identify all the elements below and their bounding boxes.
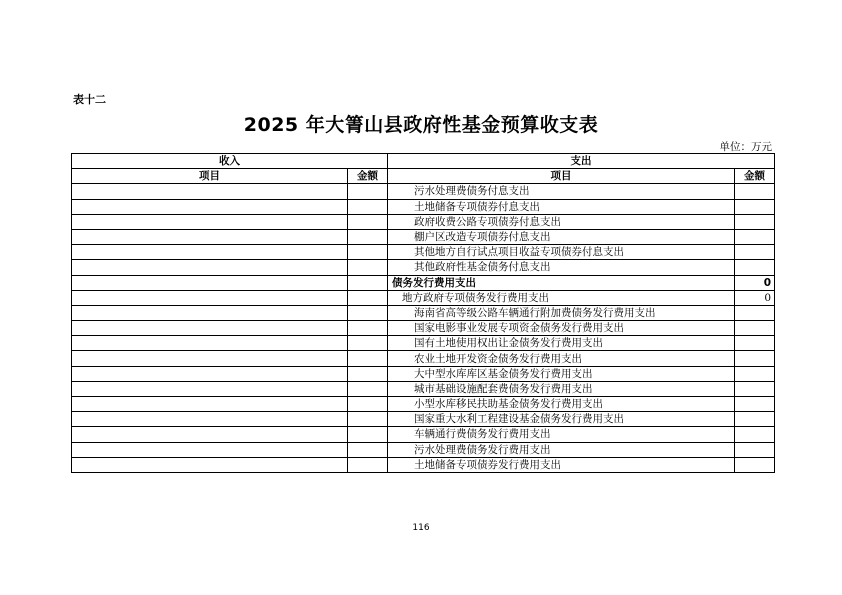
unit-label: 单位：万元 bbox=[719, 141, 772, 153]
table-row bbox=[72, 260, 775, 275]
table-row bbox=[72, 457, 775, 472]
income-item-cell bbox=[72, 381, 348, 396]
income-item-cell bbox=[72, 412, 348, 427]
income-item-cell bbox=[72, 305, 348, 320]
expenditure-group-header: 支出 bbox=[388, 154, 775, 169]
expenditure-item-cell: 小型水库移民扶助基金债务发行费用支出 bbox=[388, 397, 735, 412]
income-item-cell bbox=[72, 214, 348, 229]
expenditure-item-cell: 污水处理费债务发行费用支出 bbox=[388, 442, 735, 457]
expenditure-item-cell: 国家重大水利工程建设基金债务发行费用支出 bbox=[388, 412, 735, 427]
income-item-cell bbox=[72, 184, 348, 199]
table-row bbox=[72, 427, 775, 442]
income-amount-cell bbox=[348, 260, 388, 275]
table-row bbox=[72, 184, 775, 199]
income-amount-cell bbox=[348, 245, 388, 260]
expenditure-amount-header: 金额 bbox=[735, 169, 775, 184]
income-item-cell bbox=[72, 457, 348, 472]
expenditure-amount-cell: 0 bbox=[735, 275, 775, 290]
expenditure-item-cell: 地方政府专项债务发行费用支出 bbox=[388, 290, 735, 305]
expenditure-item-cell: 海南省高等级公路车辆通行附加费债务发行费用支出 bbox=[388, 305, 735, 320]
income-item-cell bbox=[72, 336, 348, 351]
income-amount-cell bbox=[348, 427, 388, 442]
expenditure-amount-cell bbox=[735, 199, 775, 214]
expenditure-amount-cell bbox=[735, 427, 775, 442]
expenditure-amount-cell bbox=[735, 184, 775, 199]
expenditure-item-cell: 国家电影事业发展专项资金债务发行费用支出 bbox=[388, 321, 735, 336]
income-amount-cell bbox=[348, 305, 388, 320]
expenditure-amount-cell bbox=[735, 214, 775, 229]
income-amount-cell bbox=[348, 229, 388, 244]
expenditure-item-cell: 国有土地使用权出让金债务发行费用支出 bbox=[388, 336, 735, 351]
expenditure-amount-cell bbox=[735, 457, 775, 472]
table-row bbox=[72, 381, 775, 396]
expenditure-amount-cell bbox=[735, 397, 775, 412]
income-amount-cell bbox=[348, 290, 388, 305]
income-amount-cell bbox=[348, 321, 388, 336]
income-item-cell bbox=[72, 366, 348, 381]
expenditure-amount-cell bbox=[735, 442, 775, 457]
expenditure-amount-cell bbox=[735, 366, 775, 381]
expenditure-item-cell: 其他政府性基金债务付息支出 bbox=[388, 260, 735, 275]
income-amount-cell bbox=[348, 397, 388, 412]
expenditure-amount-cell bbox=[735, 260, 775, 275]
table-row bbox=[72, 336, 775, 351]
income-amount-cell bbox=[348, 442, 388, 457]
table-row bbox=[72, 229, 775, 244]
table-row bbox=[72, 245, 775, 260]
expenditure-item-cell: 土地储备专项债券付息支出 bbox=[388, 199, 735, 214]
expenditure-item-cell: 土地储备专项债券发行费用支出 bbox=[388, 457, 735, 472]
income-amount-cell bbox=[348, 214, 388, 229]
expenditure-amount-cell bbox=[735, 336, 775, 351]
income-item-cell bbox=[72, 321, 348, 336]
table-row bbox=[72, 290, 775, 305]
group-header-row bbox=[72, 154, 775, 169]
page-number: 116 bbox=[412, 523, 430, 533]
income-item-cell bbox=[72, 397, 348, 412]
expenditure-amount-cell bbox=[735, 381, 775, 396]
income-item-cell bbox=[72, 427, 348, 442]
expenditure-item-cell: 污水处理费债务付息支出 bbox=[388, 184, 735, 199]
income-item-cell bbox=[72, 199, 348, 214]
income-amount-cell bbox=[348, 366, 388, 381]
expenditure-amount-cell bbox=[735, 351, 775, 366]
table-row bbox=[72, 305, 775, 320]
income-item-cell bbox=[72, 260, 348, 275]
table-row bbox=[72, 397, 775, 412]
expenditure-item-cell: 车辆通行费债务发行费用支出 bbox=[388, 427, 735, 442]
income-amount-cell bbox=[348, 184, 388, 199]
income-item-cell bbox=[72, 351, 348, 366]
budget-table-body bbox=[72, 154, 775, 473]
expenditure-item-cell: 棚户区改造专项债券付息支出 bbox=[388, 229, 735, 244]
income-amount-cell bbox=[348, 412, 388, 427]
expenditure-amount-cell bbox=[735, 412, 775, 427]
expenditure-amount-cell bbox=[735, 305, 775, 320]
expenditure-amount-cell: 0 bbox=[735, 290, 775, 305]
table-row bbox=[72, 442, 775, 457]
expenditure-amount-cell bbox=[735, 321, 775, 336]
table-label: 表十二 bbox=[73, 93, 106, 106]
table-row bbox=[72, 199, 775, 214]
income-amount-cell bbox=[348, 199, 388, 214]
income-item-cell bbox=[72, 245, 348, 260]
expenditure-item-cell: 大中型水库库区基金债务发行费用支出 bbox=[388, 366, 735, 381]
income-item-cell bbox=[72, 290, 348, 305]
expenditure-item-cell: 债务发行费用支出 bbox=[388, 275, 735, 290]
income-item-cell bbox=[72, 229, 348, 244]
income-amount-cell bbox=[348, 351, 388, 366]
income-amount-cell bbox=[348, 381, 388, 396]
expenditure-amount-cell bbox=[735, 229, 775, 244]
table-row bbox=[72, 214, 775, 229]
table-row bbox=[72, 412, 775, 427]
expenditure-item-cell: 城市基础设施配套费债务发行费用支出 bbox=[388, 381, 735, 396]
income-amount-cell bbox=[348, 457, 388, 472]
income-group-header: 收入 bbox=[72, 154, 388, 169]
table-row bbox=[72, 321, 775, 336]
expenditure-amount-cell bbox=[735, 245, 775, 260]
table-row bbox=[72, 275, 775, 290]
table-row bbox=[72, 351, 775, 366]
income-amount-header: 金额 bbox=[348, 169, 388, 184]
column-header-row bbox=[72, 169, 775, 184]
expenditure-item-cell: 其他地方自行试点项目收益专项债券付息支出 bbox=[388, 245, 735, 260]
expenditure-item-cell: 政府收费公路专项债券付息支出 bbox=[388, 214, 735, 229]
income-item-cell bbox=[72, 442, 348, 457]
expenditure-item-header: 项目 bbox=[388, 169, 735, 184]
income-item-header: 项目 bbox=[72, 169, 348, 184]
page-title: 2025 年大箐山县政府性基金预算收支表 bbox=[243, 114, 599, 136]
table-row bbox=[72, 366, 775, 381]
income-item-cell bbox=[72, 275, 348, 290]
expenditure-item-cell: 农业土地开发资金债务发行费用支出 bbox=[388, 351, 735, 366]
income-amount-cell bbox=[348, 336, 388, 351]
budget-table bbox=[71, 153, 775, 473]
income-amount-cell bbox=[348, 275, 388, 290]
